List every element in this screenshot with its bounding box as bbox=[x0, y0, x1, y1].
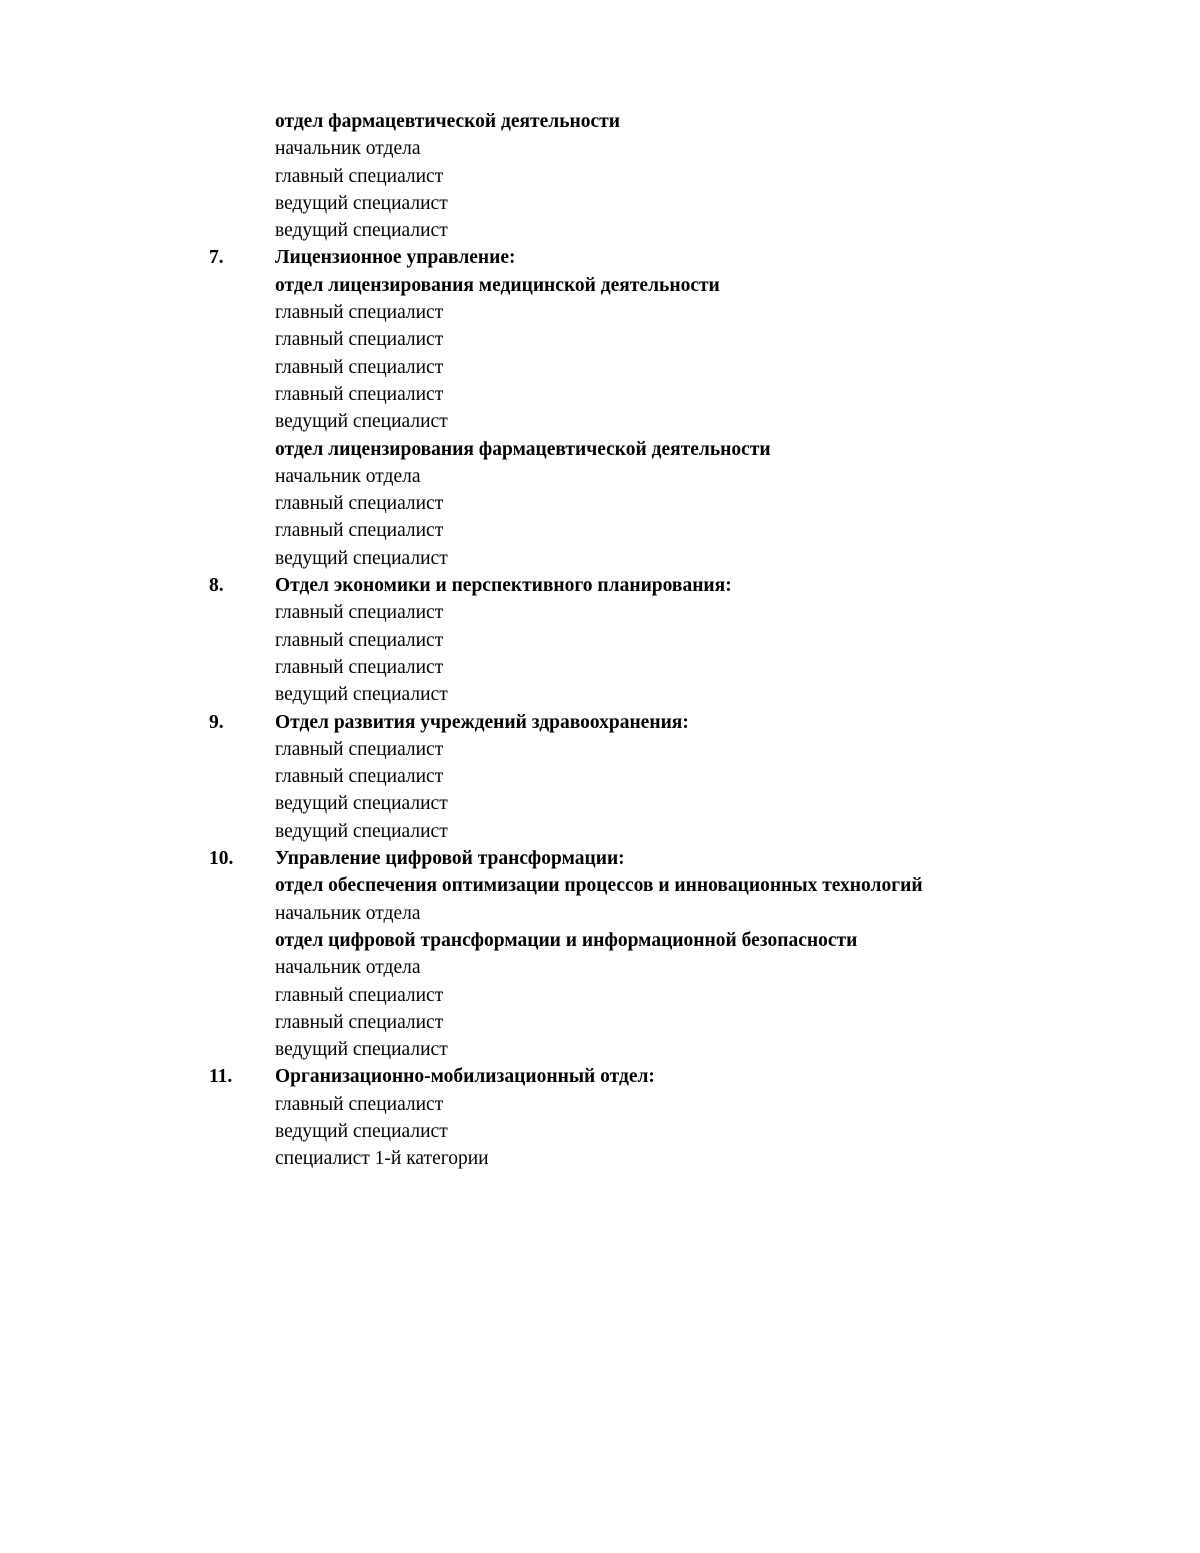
position-line bbox=[0, 135, 1200, 162]
line-text: отдел обеспечения оптимизации процессов и инновационных технологий bbox=[275, 875, 923, 897]
line-text: главный специалист bbox=[275, 520, 444, 542]
position-line bbox=[0, 190, 1200, 217]
document-page bbox=[0, 108, 1200, 1173]
line-text: Отдел развития учреждений здравоохранения: bbox=[275, 711, 689, 733]
line-text: отдел лицензирования фармацевтической деятельности bbox=[275, 438, 771, 460]
position-line bbox=[0, 545, 1200, 572]
position-line bbox=[0, 490, 1200, 517]
position-line bbox=[0, 217, 1200, 244]
line-text: Управление цифровой трансформации: bbox=[275, 848, 625, 870]
line-text: ведущий специалист bbox=[275, 793, 448, 815]
line-text: начальник отдела bbox=[275, 902, 421, 924]
line-text: главный специалист bbox=[275, 1011, 444, 1033]
position-line bbox=[0, 954, 1200, 981]
line-text: отдел цифровой трансформации и информационной безопасности bbox=[275, 929, 858, 951]
line-text: отдел лицензирования медицинской деятельности bbox=[275, 274, 720, 296]
department-heading bbox=[0, 436, 1200, 463]
position-line bbox=[0, 163, 1200, 190]
line-text: начальник отдела bbox=[275, 138, 421, 160]
line-text: главный специалист bbox=[275, 602, 444, 624]
section-heading bbox=[0, 845, 1200, 872]
line-text: отдел фармацевтической деятельности bbox=[275, 111, 620, 132]
position-line bbox=[0, 517, 1200, 544]
position-line bbox=[0, 1036, 1200, 1063]
position-line bbox=[0, 354, 1200, 381]
line-text: главный специалист bbox=[275, 493, 444, 515]
section-heading bbox=[0, 1063, 1200, 1090]
line-text: главный специалист bbox=[275, 165, 444, 187]
position-line bbox=[0, 1145, 1200, 1172]
section-number: 10. bbox=[209, 848, 234, 870]
line-text: ведущий специалист bbox=[275, 1039, 448, 1061]
line-text: главный специалист bbox=[275, 629, 444, 651]
line-text: ведущий специалист bbox=[275, 547, 448, 569]
line-text: главный специалист bbox=[275, 984, 444, 1006]
section-heading bbox=[0, 709, 1200, 736]
position-line bbox=[0, 408, 1200, 435]
position-line bbox=[0, 790, 1200, 817]
position-line bbox=[0, 982, 1200, 1009]
department-heading bbox=[0, 108, 1200, 135]
position-line bbox=[0, 326, 1200, 353]
position-line bbox=[0, 900, 1200, 927]
position-line bbox=[0, 654, 1200, 681]
section-heading bbox=[0, 572, 1200, 599]
position-line bbox=[0, 1091, 1200, 1118]
section-number: 9. bbox=[209, 711, 224, 733]
position-line bbox=[0, 599, 1200, 626]
position-line bbox=[0, 736, 1200, 763]
section-number: 11. bbox=[209, 1066, 233, 1088]
position-line bbox=[0, 681, 1200, 708]
department-heading bbox=[0, 272, 1200, 299]
line-text: главный специалист bbox=[275, 356, 444, 378]
line-text: специалист 1-й категории bbox=[275, 1148, 489, 1170]
line-text: главный специалист bbox=[275, 738, 444, 760]
position-line bbox=[0, 299, 1200, 326]
line-text: ведущий специалист bbox=[275, 220, 448, 242]
line-text: ведущий специалист bbox=[275, 192, 448, 214]
line-text: Отдел экономики и перспективного планирования: bbox=[275, 575, 732, 597]
position-line bbox=[0, 1118, 1200, 1145]
line-text: главный специалист bbox=[275, 302, 444, 324]
department-heading bbox=[0, 927, 1200, 954]
line-text: главный специалист bbox=[275, 766, 444, 788]
line-text: Организационно-мобилизационный отдел: bbox=[275, 1066, 655, 1088]
department-heading bbox=[0, 872, 1200, 899]
line-text: ведущий специалист bbox=[275, 684, 448, 706]
position-line bbox=[0, 763, 1200, 790]
position-line bbox=[0, 463, 1200, 490]
line-text: главный специалист bbox=[275, 329, 444, 351]
position-line bbox=[0, 381, 1200, 408]
line-text: Лицензионное управление: bbox=[275, 247, 516, 269]
section-number: 8. bbox=[209, 575, 224, 597]
line-text: ведущий специалист bbox=[275, 820, 448, 842]
line-text: начальник отдела bbox=[275, 465, 421, 487]
line-text: главный специалист bbox=[275, 383, 444, 405]
position-line bbox=[0, 627, 1200, 654]
position-line bbox=[0, 818, 1200, 845]
line-text: главный специалист bbox=[275, 1093, 444, 1115]
line-text: ведущий специалист bbox=[275, 411, 448, 433]
line-text: начальник отдела bbox=[275, 957, 421, 979]
line-text: ведущий специалист bbox=[275, 1120, 448, 1142]
section-heading bbox=[0, 244, 1200, 271]
position-line bbox=[0, 1009, 1200, 1036]
line-text: главный специалист bbox=[275, 656, 444, 678]
section-number: 7. bbox=[209, 247, 224, 269]
